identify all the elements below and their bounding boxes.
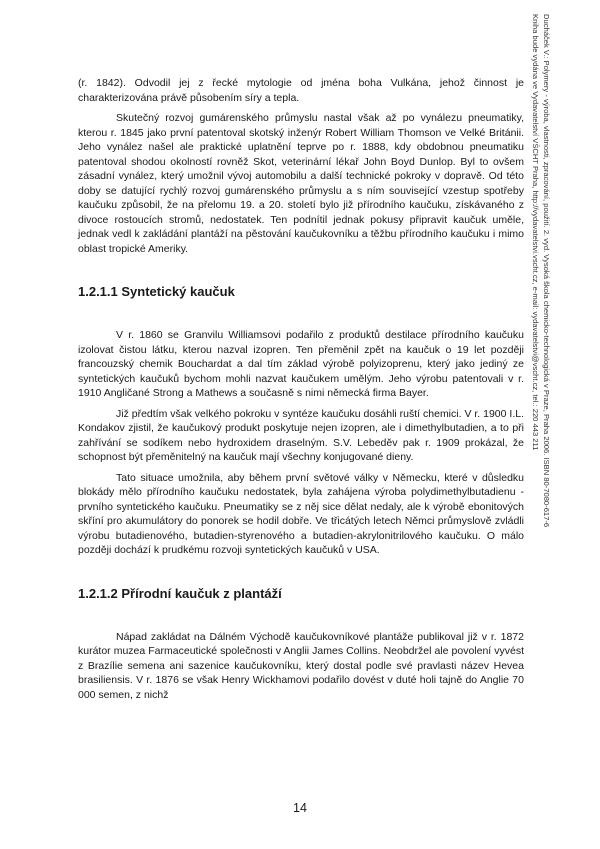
paragraph-intro-continuation: (r. 1842). Odvodil jej z řecké mytologie od jména boha Vulkána, jehož činnost je charakterizována právě působením síry a tepla. xyxy=(78,77,524,104)
paragraph-wwi-germany: Tato situace umožnila, aby během první světové války v Německu, které v důsledku blokády mělo přírodního kaučuku nedostatek, byla zahájena výroba polydimethylbutadienu - prvního syntetického kaučuku. Pneumatiky se z něj sice dělat nedaly, ale k výrobě ebonitových skříní pro akumulátory do ponorek se hodil dobře. Ve třicátých letech Němci průmyslově zvládli výrobu butadienového, butadien-styrenového a butadien-akrylonitrilového kaučuku. O málo později dochází k prudkému rozvoji syntetických kaučuků v USA. xyxy=(78,471,524,556)
paragraph-russian-chemists: Již předtím však velkého pokroku v syntéze kaučuku dosáhli ruští chemici. V r. 1900 I.L. Kondakov zjistil, že kaučukový produkt poskytuje nejen izopren, ale i dimethylbutadien, a to při zahřívání se sodíkem nebo hydroxidem draselným. S.V. Lebeděv pak r. 1909 prokázal, že schopnost být přeměnitelný na kaučuk mají všechny konjugované dieny. xyxy=(78,407,524,463)
side-note-line-2: Kniha bude vydána ve Vydavatelství VŠCHT Praha, http://vydavatelstvi.vscht.cz, e-mail: vydavatelstvi@vscht.cz, tel.: 220 443 211 xyxy=(531,14,540,451)
paragraph-isoprene: V r. 1860 se Granvilu Williamsovi podařilo z produktů destilace přírodního kaučuku izolovat čistou látku, kterou nazval izopren. Ten přeměnil zpět na kaučuk o 19 let později francouzský chemik Bouchardat a dal tím základ výrobě polyizoprenu, který jako jediný ze syntetických kaučuků bychom mohli nazvat kaučukem umělým. Jeho výrobu patentovali v r. 1910 Angličané Strong a Mathews a současně s nimi německá firma Bayer. xyxy=(78,329,524,399)
side-note-line-1: Ducháček V.: Polymery - výroba, vlastnosti, zpracování, použití. 2. vyd. Vysoká škola chemicko-technologická v Praze, Praha 2006. ISBN 80-7080-617-6 xyxy=(542,14,551,528)
paragraph-tire-history: Skutečný rozvoj gumárenského průmyslu nastal však až po vynálezu pneumatiky, kterou r. 1845 jako první patentoval skotský inženýr Robert William Thomson ve Velké Británii. Jeho vynález našel ale praktické uplatnění teprve po r. 1888, kdy obdobnou pneumatiku patentoval shodou okolností rovněž Skot, veterinární lékař John Boyd Dunlop. Byl to ovšem zásadní vynález, který umožnil vývoj automobilu a další technické pokroky v dopravě. Od této doby se datující rychlý rozvoj gumárenského průmyslu a s ním související vzestup spotřeby kaučuku způsobil, že na přelomu 19. a 20. století bylo již přírodního kaučuku, získávaného z divoce rostoucích stromů, nedostatek. Ten podnítil jednak pokusy připravit kaučuk uměle, jednak vedl k zakládání plantáží na pěstování kaučukovníku a těžbu přírodního kaučuku i mimo oblast tropické Ameriky. xyxy=(78,112,524,255)
page-number: 14 xyxy=(293,801,307,815)
text-column xyxy=(78,76,524,702)
paragraph-plantations: Nápad zakládat na Dálném Východě kaučukovníkové plantáže publikoval již v r. 1872 kurátor muzea Farmaceutické společnosti v Anglii James Collins. Neobdržel ale povolení vyvést z Brazílie semena ani sazenice kaučukovníku, který dostal podle své pravlasti název Hevea brasiliensis. V r. 1876 se však Henry Wickhamovi podařilo dovést v duté holi tajně do Anglie 70 000 semen, z nichž xyxy=(78,630,524,701)
section-heading-plantation-rubber: 1.2.1.2 Přírodní kaučuk z plantáží xyxy=(78,585,282,601)
section-heading-synthetic-rubber: 1.2.1.1 Syntetický kaučuk xyxy=(78,284,235,299)
